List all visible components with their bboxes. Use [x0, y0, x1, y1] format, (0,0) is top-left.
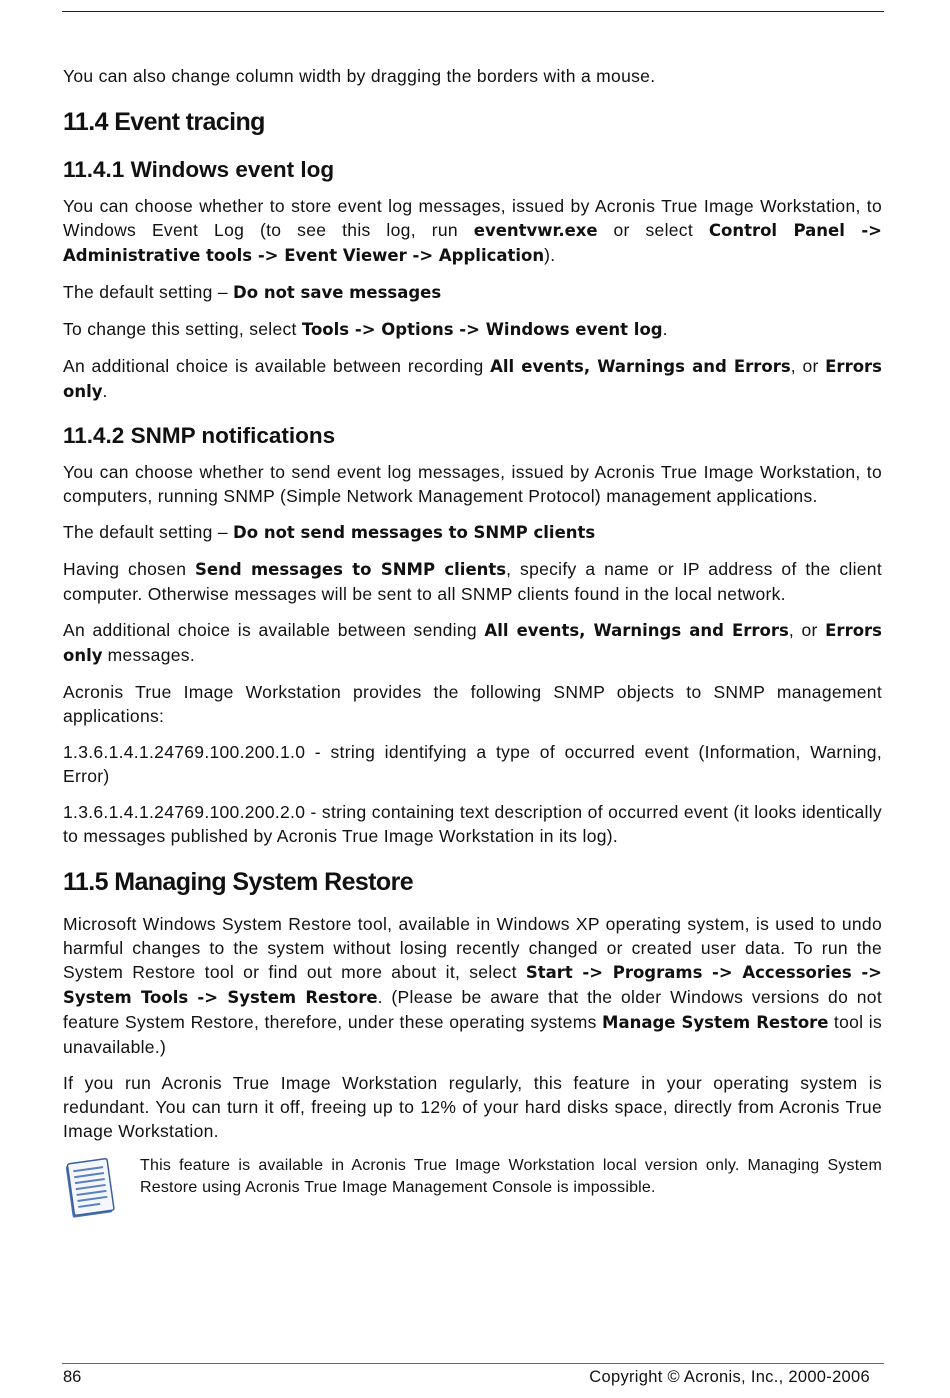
note-text: This feature is available in Acronis True Image Workstation local version only. Managing System Restore using Acronis True Image Management Console is impossible. — [140, 1157, 882, 1196]
section-11-5-heading: 11.5 Managing System Restore — [63, 868, 414, 896]
snmp-oid-2-paragraph: 1.3.6.1.4.1.24769.100.200.2.0 - string containing text description of occurred event (it looks identically to messages published by Acronis True Image Workstation in its log). — [63, 802, 882, 846]
section-11-4-heading: 11.4 Event tracing — [63, 108, 265, 136]
snmp-objects-paragraph: Acronis True Image Workstation provides the following SNMP objects to SNMP management applications: — [63, 682, 882, 726]
section-11-4-1-heading: 11.4.1 Windows event log — [63, 157, 335, 182]
section-11-4-2-heading: 11.4.2 SNMP notifications — [63, 423, 336, 448]
note-icon — [63, 1157, 119, 1221]
event-log-default-paragraph: The default setting – Do not save messages — [63, 282, 442, 302]
note-block — [63, 1155, 882, 1199]
snmp-clients-paragraph: Having chosen Send messages to SNMP clients, specify a name or IP address of the client computer. Otherwise messages will be sent to all SNMP clients found in the local network. — [63, 559, 882, 604]
snmp-intro-paragraph: You can choose whether to send event log messages, issued by Acronis True Image Workstation, to computers, running SNMP (Simple Network Management Protocol) management applications. — [63, 462, 882, 506]
copyright-notice: Copyright © Acronis, Inc., 2000-2006 — [589, 1368, 870, 1386]
page-number: 86 — [63, 1368, 82, 1386]
event-log-change-paragraph: To change this setting, select Tools -> Options -> Windows event log. — [63, 319, 668, 339]
system-restore-redundant-paragraph: If you run Acronis True Image Workstation regularly, this feature in your operating system is redundant. You can turn it off, freeing up to 12% of your hard disks space, directly from Acronis True Image Workstation. — [63, 1073, 882, 1141]
event-log-paragraph: You can choose whether to store event log messages, issued by Acronis True Image Workstation, to Windows Event Log (to see this log, run eventvwr.exe or select Control Panel -> Administrative tools -> Event Viewer -> Application). — [63, 196, 883, 265]
footer-rule — [62, 1363, 884, 1364]
intro-paragraph: You can also change column width by dragging the borders with a mouse. — [63, 66, 656, 86]
system-restore-paragraph: Microsoft Windows System Restore tool, available in Windows XP operating system, is used to undo harmful changes to the system without losing recently changed or created user data. To run the System Restore tool or find out more about it, select Start -> Programs -> Accessories -> System Tools -> System Restore. (Please be aware that the older Windows versions do not feature System Restore, therefore, under these operating systems Manage System Restore tool is unavailable.) — [63, 914, 883, 1057]
snmp-oid-1-paragraph: 1.3.6.1.4.1.24769.100.200.1.0 - string identifying a type of occurred event (Information, Warning, Error) — [63, 742, 882, 786]
event-log-choice-paragraph: An additional choice is available between recording All events, Warnings and Errors, or Errors only. — [63, 356, 882, 401]
header-rule — [62, 11, 884, 12]
snmp-default-paragraph: The default setting – Do not send messages to SNMP clients — [63, 522, 596, 542]
page-content — [63, 64, 882, 1211]
snmp-choice-paragraph: An additional choice is available between sending All events, Warnings and Errors, or Errors only messages. — [63, 620, 882, 665]
